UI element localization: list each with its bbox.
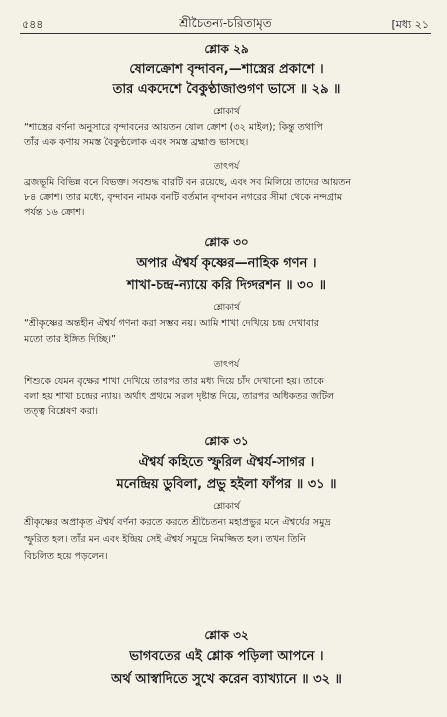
translation-line: তাঁর এক কণায় সমস্ত বৈকুণ্ঠলোক এবং সমস্ত ব্রহ্মাণ্ড ভাসছে। — [24, 137, 249, 148]
sloka-heading: শ্লোক ৩২ — [204, 628, 249, 642]
translation-line: শ্রীকৃষ্ণের অপ্রাকৃত ঐশ্বর্য বর্ণনা করতে করতে শ্রীচৈতন্য মহাপ্রভুর মনে ঐশ্বর্যের সমুদ্র — [24, 517, 331, 528]
verse-line: অর্থ আস্বাদিতে সুখে করেন ব্যাখ্যানে ॥ ৩২ ॥ — [111, 672, 342, 687]
translation-line: বিচলিত হয়ে পড়লেন। — [24, 551, 108, 562]
purport-label: তাৎপর্য — [213, 360, 240, 370]
translation-line: “শ্রীকৃষ্ণের অন্তহীন ঐশ্বর্য গণনা করা সম্ভব নয়। আমি শাখা দেখিয়ে চন্দ্র দেখাবার — [24, 318, 319, 329]
verse-line: মনেন্দ্রিয় ডুবিলা, প্রভু হইলা ফাঁপর ॥ ৩১ ॥ — [116, 477, 337, 492]
verse-line: শাখা-চন্দ্র-ন্যায়ে করি দিগ্দরশন ॥ ৩০ ॥ — [127, 278, 326, 293]
page-number: ৫৪৪ — [22, 18, 44, 31]
running-title: শ্রীচৈতন্য-চরিতামৃত — [179, 16, 272, 30]
sloka-heading: শ্লোক ৩০ — [204, 235, 249, 249]
purport-line: তত্ত্ব বিশ্লেষণ করা। — [24, 406, 99, 417]
translation-label: শ্লোকার্থ — [213, 502, 240, 512]
purport-label: তাৎপর্য — [213, 162, 240, 172]
purport-line: ব্রজভূমি বিভিন্ন বনে বিভক্ত। সবশুদ্ধ বারটি বন রয়েছে, এবং সব মিলিয়ে তাদের আয়তন — [24, 177, 352, 188]
verse-line: ষোলক্রোশ বৃন্দাবন,—শাস্ত্রের প্রকাশে । — [129, 62, 324, 77]
purport-line: শিশুকে যেমন বৃক্ষের শাখা দেখিয়ে তারপর তার মধ্য দিয়ে চাঁদ দেখানো হয়। তাকে — [24, 376, 324, 387]
translation-line: মতো তার ইঙ্গিত দিচ্ছি।” — [24, 334, 116, 345]
page-header — [22, 12, 429, 34]
translation-line: স্ফুরিত হল। তাঁর মন এবং ইন্দ্রিয় সেই ঐশ্বর্য সমুদ্রে নিমজ্জিত হল। তখন তিনি — [24, 534, 306, 545]
verse-line: ভাগবতের এই শ্লোক পড়িলা আপনে । — [129, 649, 324, 664]
header-rule — [20, 33, 431, 34]
translation-label: শ্লোকার্থ — [213, 107, 240, 117]
purport-line: ৮৪ ক্রোশ। তার মধ্যে, বৃন্দাবন নামক বনটি বর্তমান বৃন্দাবন নগরের সীমা থেকে নন্দগ্রাম — [24, 192, 343, 203]
purport-line: পর্যন্ত ১৬ ক্রোশ। — [24, 207, 85, 218]
purport-line: বলা হয় শাখা চন্দ্রের ন্যায়। অর্থাৎ প্রথমে সরল দৃষ্টান্ত দিয়ে, তারপর অধিকতর জটিল — [24, 391, 335, 402]
translation-line: “শাস্ত্রের বর্ণনা অনুসারে বৃন্দাবনের আয়তন ষোল ক্রোশ (৩২ মাইল); কিন্তু তথাপি — [24, 122, 323, 133]
section-label: [মধ্য ২১ — [391, 18, 429, 31]
verse-line: অপার ঐশ্বর্য কৃষ্ণের—নাহিক গণন । — [136, 256, 317, 271]
translation-label: শ্লোকার্থ — [213, 303, 240, 313]
sloka-heading: শ্লোক ৩১ — [204, 434, 249, 448]
sloka-heading: শ্লোক ২৯ — [204, 42, 249, 56]
verse-line: ঐশ্বর্য কহিতে স্ফুরিল ঐশ্বর্য-সাগর । — [138, 455, 315, 470]
verse-line: তার একদেশে বৈকুণ্ঠাজাণ্ডগণ ভাসে ॥ ২৯ ॥ — [112, 82, 341, 97]
